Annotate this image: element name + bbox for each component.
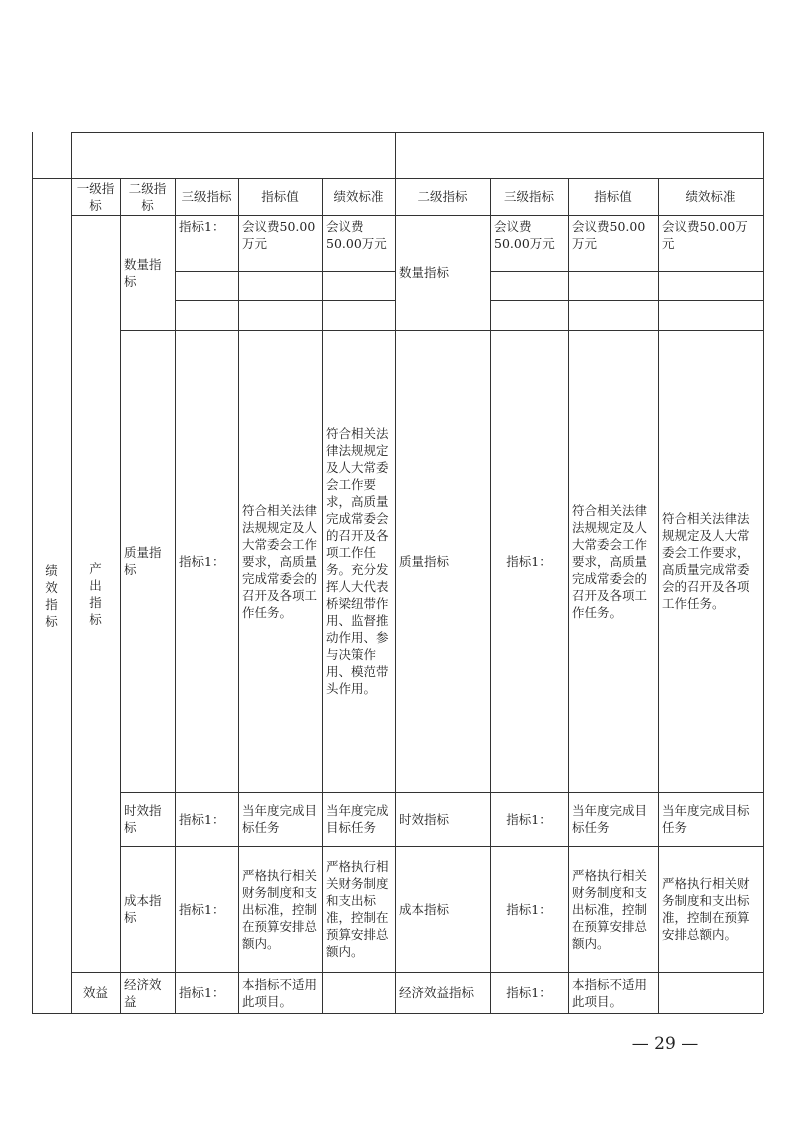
quantity-level3-right: 会议费50.00万元 [494,219,555,251]
quality-standard-left: 符合相关法律法规规定及人大常委会工作要求，高质量完成常委会的召开及各项工作任务。充分发挥人大代表桥梁纽带作用、监督推动作用、参与决策作用、模范带头作用。 [326,426,389,696]
cost-level2-left: 成本指标 [124,893,162,925]
quality-value-left: 符合相关法律法规规定及人大常委会工作要求，高质量完成常委会的召开及各项工作任务。 [242,502,318,620]
cost-value-right: 严格执行相关财务制度和支出标准，控制在预算安排总额内。 [572,867,648,951]
timeliness-level2-left: 时效指标 [124,803,162,835]
header-level2-right: 二级指标 [417,189,468,204]
section-output-indicator: 产出指标 [89,560,102,627]
quality-level3-left: 指标1： [179,553,225,569]
economic-level2-left: 经济效益 [124,976,162,1009]
header-value-right: 指标值 [594,189,632,204]
header-level3-right: 三级指标 [503,189,554,204]
section-benefit: 效益 [82,985,108,1000]
cost-level3-left: 指标1： [179,901,225,917]
timeliness-value-left: 当年度完成目标任务 [242,803,318,835]
quantity-standard-left: 会议费50.00万元 [326,219,387,251]
header-level2-left: 二级指标 [128,180,167,213]
economic-level2-right: 经济效益指标 [399,985,475,1000]
header-standard-left: 绩效标准 [333,189,384,204]
cost-level3-right: 指标1： [506,901,552,917]
header-standard-right: 绩效标准 [685,189,736,204]
timeliness-level3-right: 指标1： [506,811,552,827]
timeliness-standard-right: 当年度完成目标任务 [662,803,750,835]
cost-level2-right: 成本指标 [399,901,450,917]
quantity-level2-right: 数量指标 [399,265,450,280]
timeliness-level2-right: 时效指标 [399,811,450,827]
timeliness-level3-left: 指标1： [179,811,225,827]
quantity-level2-left: 数量指标 [124,256,162,289]
quantity-value-left: 会议费50.00万元 [242,219,316,251]
timeliness-standard-left: 当年度完成目标任务 [326,803,389,835]
header-level1: 一级指标 [76,180,115,213]
quality-level2-right: 质量指标 [399,553,450,569]
quality-level2-left: 质量指标 [124,545,162,577]
economic-value-right: 本指标不适用此项目。 [572,976,648,1009]
timeliness-value-right: 当年度完成目标任务 [572,803,648,835]
economic-value-left: 本指标不适用此项目。 [242,976,318,1009]
economic-standard-left [322,972,395,1013]
cost-standard-right: 严格执行相关财务制度和支出标准，控制在预算安排总额内。 [662,876,750,942]
quantity-level3-left: 指标1： [179,219,225,234]
economic-level3-right: 指标1： [506,985,552,1000]
quality-standard-right: 符合相关法律法规规定及人大常委会工作要求，高质量完成常委会的召开及各项工作任务。 [662,511,750,611]
header-value-left: 指标值 [261,189,299,204]
header-level3-left: 三级指标 [181,189,232,204]
economic-standard-right [658,972,763,1013]
economic-level3-left: 指标1： [179,985,225,1000]
quality-value-right: 符合相关法律法规规定及人大常委会工作要求，高质量完成常委会的召开及各项工作任务。 [572,502,648,620]
cost-standard-left: 严格执行相关财务制度和支出标准，控制在预算安排总额内。 [326,859,389,959]
cost-value-left: 严格执行相关财务制度和支出标准，控制在预算安排总额内。 [242,867,318,951]
section-performance-indicator: 绩效指标 [45,562,58,629]
quantity-standard-right: 会议费50.00万元 [662,219,748,251]
page-number: — 29 — [631,1034,699,1054]
quality-level3-right: 指标1： [506,553,552,569]
quantity-value-right: 会议费50.00万元 [572,219,646,251]
